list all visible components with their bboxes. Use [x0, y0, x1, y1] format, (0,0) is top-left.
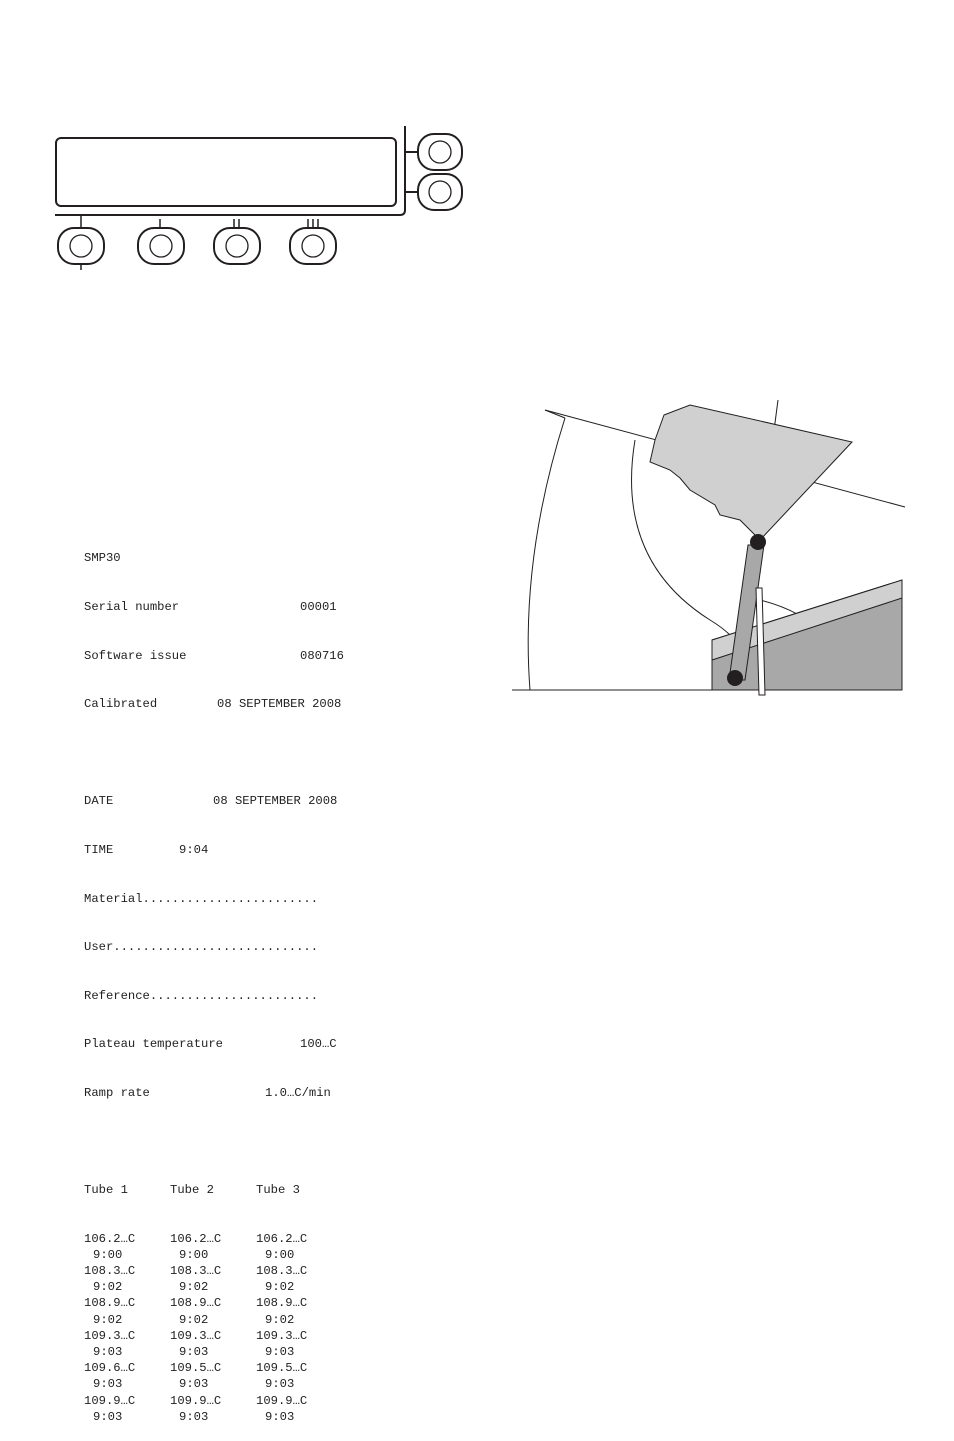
reading-temp-row [84, 1295, 384, 1311]
software-value: 080716 [300, 648, 344, 663]
reading-temp-row [84, 1393, 384, 1409]
model-name: SMP30 [84, 551, 121, 566]
user-line: User............................ [84, 940, 319, 955]
upper-pivot [750, 534, 766, 550]
ramp-value: 1.0…C/min [265, 1085, 331, 1100]
time-value: 9:04 [179, 842, 209, 857]
reading-time-tube-2: 9:03 [179, 1377, 209, 1392]
reading-temp-tube-3: 109.9…C [256, 1393, 308, 1408]
reading-temp-tube-3: 108.9…C [256, 1296, 308, 1311]
reading-time-tube-2: 9:03 [179, 1345, 209, 1360]
reading-time-tube-3: 9:03 [265, 1345, 295, 1360]
reading-time-tube-1: 9:03 [93, 1409, 123, 1424]
material-line: Material........................ [84, 891, 319, 906]
reading-temp-tube-2: 109.9…C [170, 1393, 222, 1408]
upper-body [650, 405, 852, 540]
serial-label: Serial number [84, 600, 180, 614]
reading-temp-tube-2: 109.3…C [170, 1328, 222, 1343]
reading-temp-row [84, 1328, 384, 1344]
swing-arc-outer [528, 418, 565, 690]
reading-time-tube-1: 9:00 [93, 1247, 123, 1262]
reference-line: Reference....................... [84, 988, 319, 1003]
readings-table [84, 1231, 384, 1425]
reading-temp-row [84, 1263, 384, 1279]
reading-time-tube-2: 9:02 [179, 1280, 209, 1295]
reading-time-tube-2: 9:03 [179, 1409, 209, 1424]
tube-3-header: Tube 3 [256, 1183, 300, 1198]
printout-report [84, 518, 384, 1441]
reading-time-row [84, 1247, 384, 1263]
reading-temp-tube-1: 108.3…C [84, 1264, 136, 1279]
reading-time-row [84, 1376, 384, 1392]
reading-time-tube-3: 9:03 [265, 1377, 295, 1392]
reading-time-tube-2: 9:00 [179, 1247, 209, 1262]
tube-2-header: Tube 2 [170, 1183, 214, 1198]
reading-temp-tube-3: 108.3…C [256, 1264, 308, 1279]
serial-value: 00001 [300, 600, 337, 614]
reading-time-row [84, 1344, 384, 1360]
date-label: DATE [84, 794, 114, 809]
reading-temp-tube-2: 109.5…C [170, 1361, 222, 1376]
reading-time-tube-1: 9:02 [93, 1312, 123, 1327]
calibrated-value: 08 SEPTEMBER 2008 [217, 697, 342, 712]
reading-time-tube-3: 9:02 [265, 1312, 295, 1327]
reading-temp-tube-2: 106.2…C [170, 1231, 222, 1246]
plateau-label: Plateau temperature [84, 1037, 223, 1052]
reading-time-row [84, 1312, 384, 1328]
time-label: TIME [84, 842, 114, 857]
lower-pivot [727, 670, 743, 686]
reading-temp-tube-3: 106.2…C [256, 1231, 308, 1246]
reading-time-tube-3: 9:02 [265, 1280, 295, 1295]
reading-temp-tube-1: 109.6…C [84, 1361, 136, 1376]
reading-temp-row [84, 1231, 384, 1247]
reading-time-row [84, 1409, 384, 1425]
reading-temp-tube-1: 106.2…C [84, 1231, 136, 1246]
reading-temp-tube-1: 108.9…C [84, 1296, 136, 1311]
tube-1-header: Tube 1 [84, 1183, 128, 1198]
reading-temp-tube-1: 109.9…C [84, 1393, 136, 1408]
calibrated-label: Calibrated [84, 697, 158, 712]
ramp-label: Ramp rate [84, 1085, 150, 1100]
date-value: 08 SEPTEMBER 2008 [213, 794, 338, 809]
reading-time-row [84, 1279, 384, 1295]
reading-temp-row [84, 1360, 384, 1376]
software-label: Software issue [84, 648, 187, 663]
reading-time-tube-3: 9:00 [265, 1247, 295, 1262]
reading-temp-tube-3: 109.3…C [256, 1328, 308, 1343]
reading-temp-tube-1: 109.3…C [84, 1328, 136, 1343]
plateau-value: 100…C [300, 1037, 337, 1052]
reading-temp-tube-3: 109.5…C [256, 1361, 308, 1376]
reading-temp-tube-2: 108.3…C [170, 1264, 222, 1279]
reading-temp-tube-2: 108.9…C [170, 1296, 222, 1311]
reading-time-tube-1: 9:03 [93, 1345, 123, 1360]
reading-time-tube-1: 9:02 [93, 1280, 123, 1295]
reading-time-tube-2: 9:02 [179, 1312, 209, 1327]
reading-time-tube-1: 9:03 [93, 1377, 123, 1392]
reading-time-tube-3: 9:03 [265, 1409, 295, 1424]
